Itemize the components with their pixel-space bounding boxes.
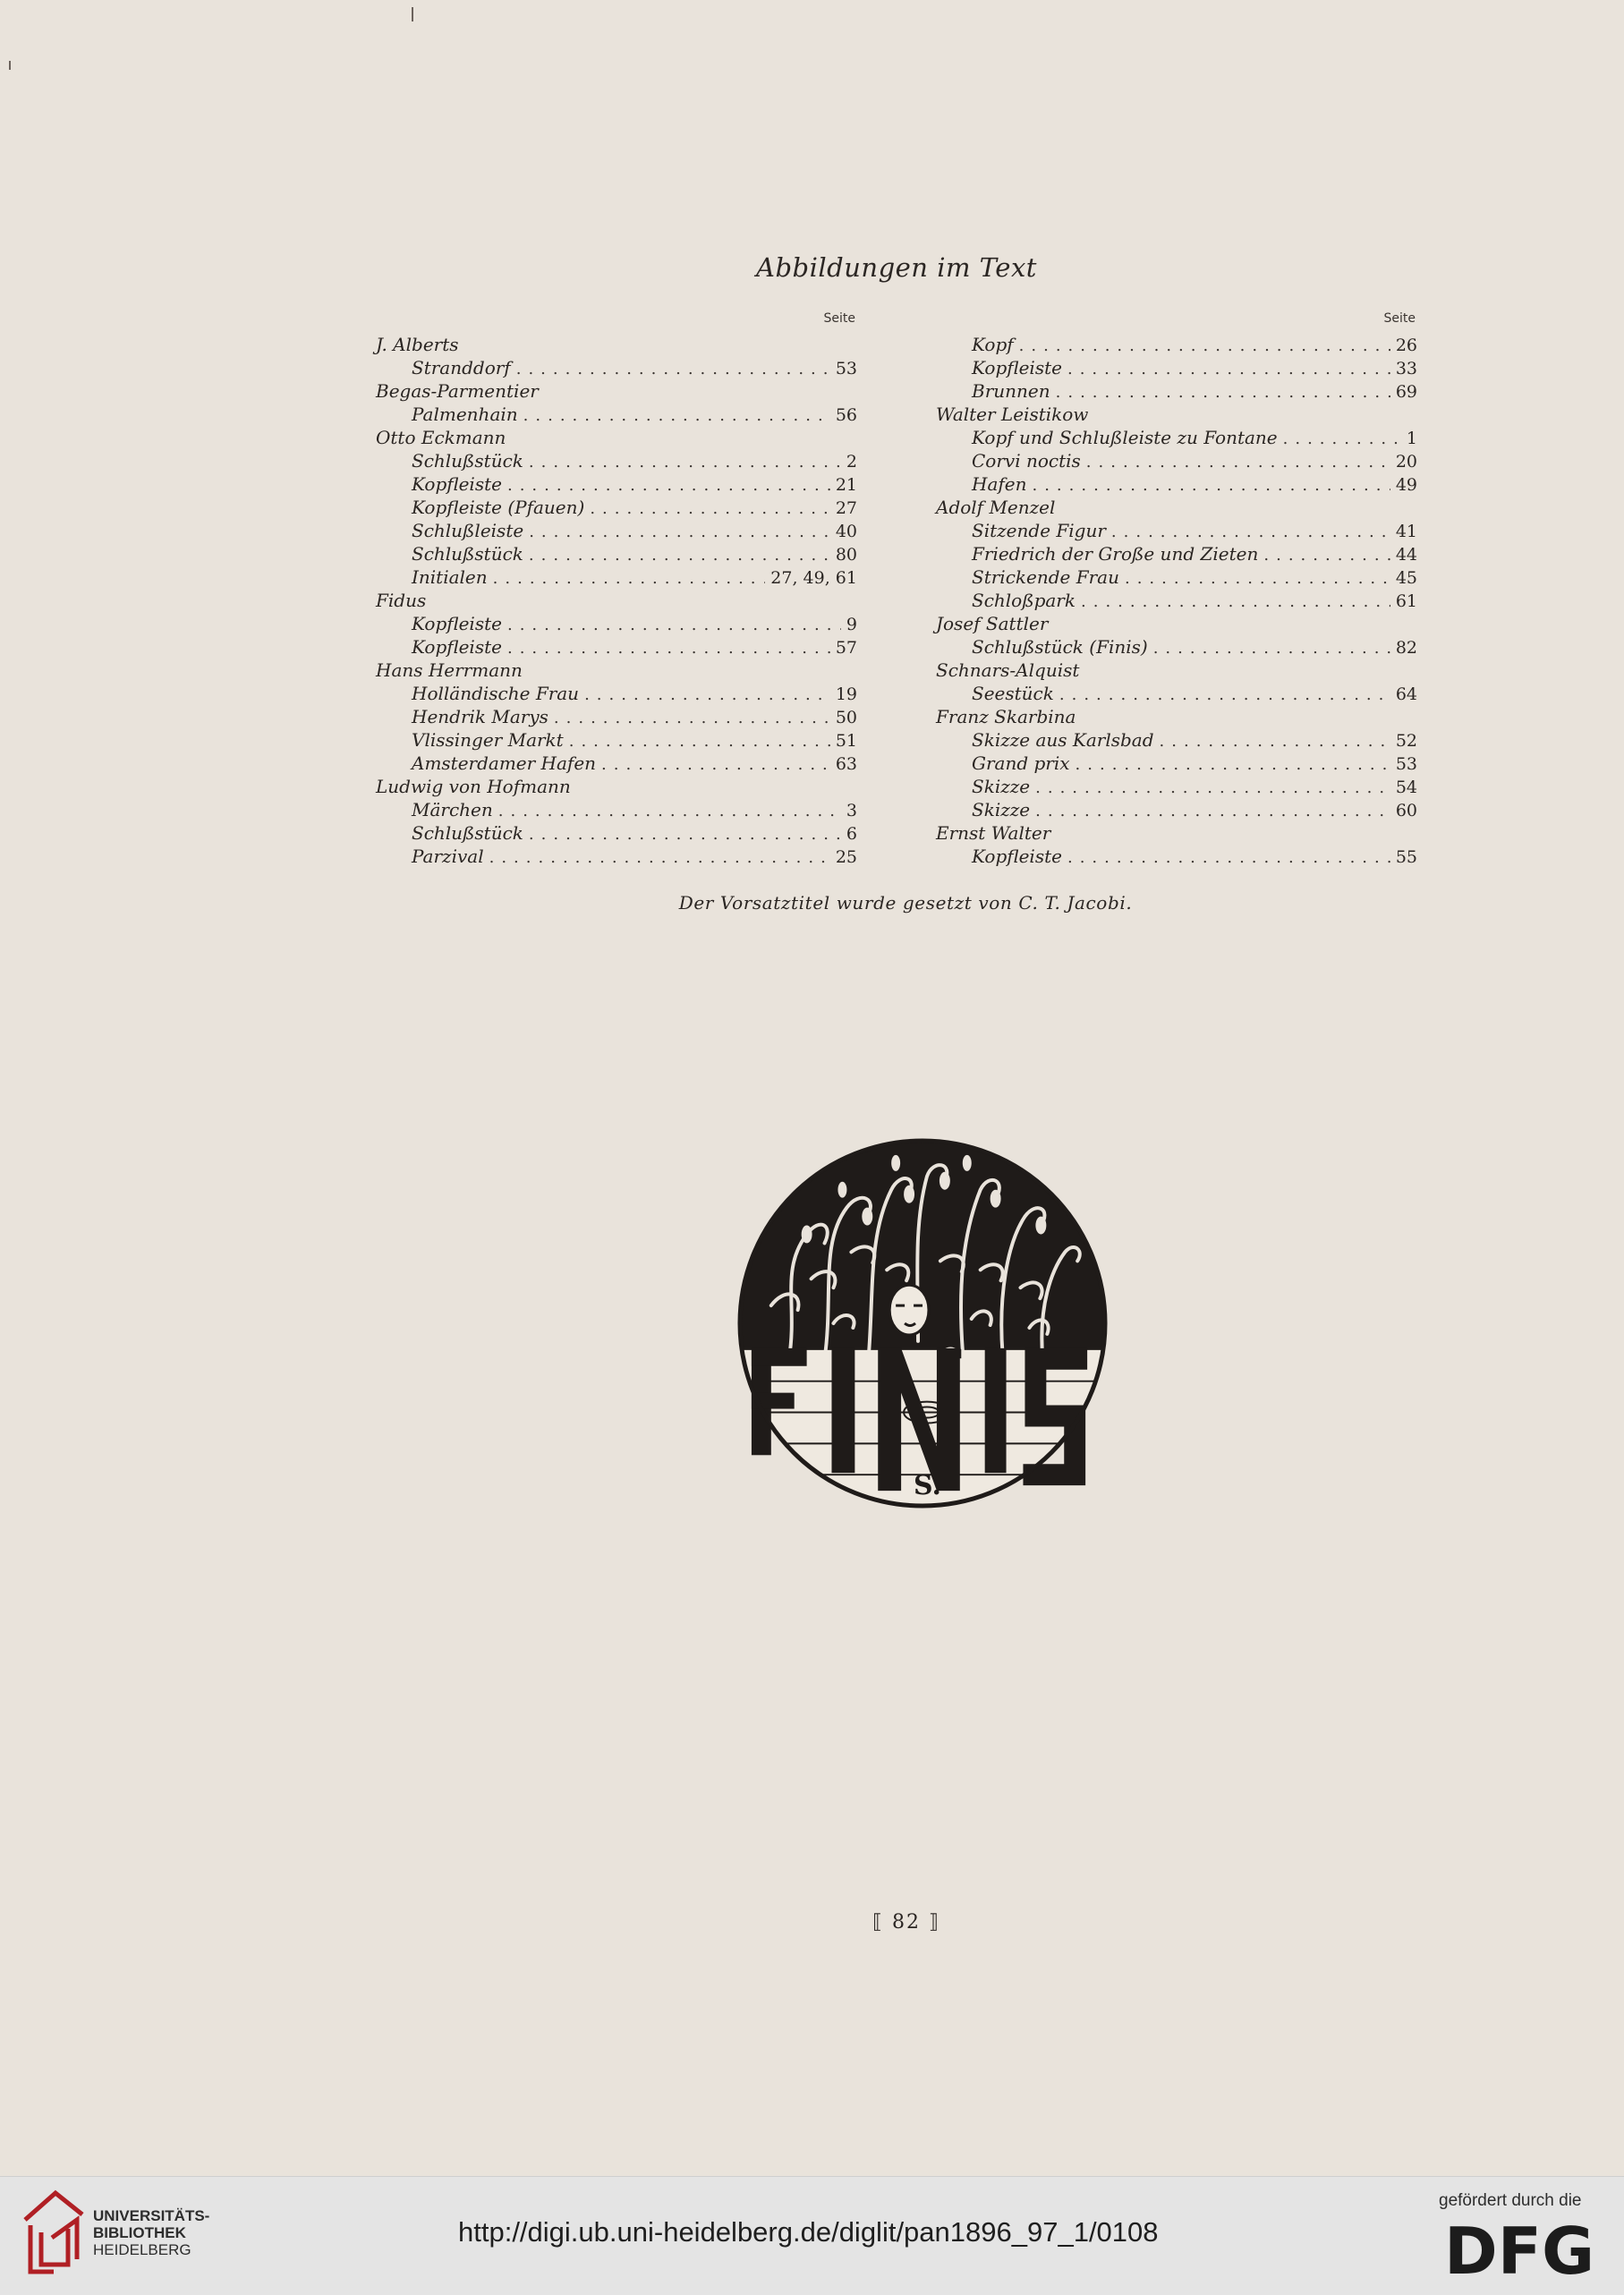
toc-artist: Franz Skarbina — [936, 706, 1076, 727]
scan-speck — [412, 7, 413, 21]
toc-item-title: Friedrich der Große und Zieten — [972, 543, 1259, 565]
toc-item — [934, 542, 1417, 565]
vignette-monogram: S. — [914, 1470, 941, 1502]
page-number — [0, 1911, 1624, 1934]
toc-item — [374, 519, 857, 542]
toc-item-page: 56 — [835, 405, 857, 425]
leader-dots — [493, 567, 766, 591]
toc-item — [934, 682, 1417, 705]
toc-item-title: Vlissinger Markt — [412, 729, 564, 751]
page-title: Abbildungen im Text — [756, 252, 1037, 283]
toc-item-title: Sitzende Figur — [972, 520, 1106, 541]
toc-item-title: Skizze — [972, 776, 1031, 797]
toc-artist: Begas-Parmentier — [376, 380, 539, 402]
leader-dots — [1056, 381, 1390, 404]
toc-item — [374, 635, 857, 659]
toc-item — [934, 589, 1417, 612]
toc-artist: Hans Herrmann — [376, 659, 523, 681]
toc-item-page: 52 — [1395, 731, 1417, 751]
toc-item-title: Schlußstück (Finis) — [972, 636, 1148, 658]
leader-dots — [516, 358, 830, 381]
toc-item-page: 80 — [835, 545, 857, 565]
toc-item — [374, 682, 857, 705]
toc-artist: Fidus — [376, 590, 427, 611]
toc-item-title: Kopfleiste — [412, 613, 502, 634]
toc-item — [934, 752, 1417, 775]
typesetting-note: Der Vorsatztitel wurde gesetzt von C. T. Jacobi. — [678, 892, 1133, 914]
toc-item-page: 25 — [835, 847, 857, 867]
leader-dots — [529, 451, 841, 474]
library-logo-icon — [18, 2188, 88, 2277]
toc-item — [374, 356, 857, 379]
seite-label: Seite — [1383, 311, 1416, 326]
leader-dots — [1076, 753, 1390, 777]
toc-item — [934, 379, 1417, 403]
toc-item-title: Hafen — [972, 473, 1027, 495]
toc-item — [934, 565, 1417, 589]
leader-dots — [1111, 521, 1390, 544]
toc-item-title: Corvi noctis — [972, 450, 1081, 472]
funded-by-label: gefördert durch die — [1439, 2191, 1582, 2210]
toc-item-page: 53 — [1395, 754, 1417, 774]
toc-item-page: 1 — [1406, 429, 1417, 448]
toc-item — [374, 612, 857, 635]
toc-item — [934, 728, 1417, 752]
toc-artist: Ludwig von Hofmann — [376, 776, 571, 797]
toc-item-page: 6 — [846, 824, 857, 844]
leader-dots — [507, 637, 830, 660]
toc-item-page: 82 — [1395, 638, 1417, 658]
toc-item-page: 44 — [1395, 545, 1417, 565]
toc-item — [374, 565, 857, 589]
leader-dots — [601, 753, 830, 777]
toc-item-title: Parzival — [412, 846, 484, 867]
leader-dots — [1283, 428, 1401, 451]
leader-dots — [1035, 800, 1390, 823]
toc-item — [934, 845, 1417, 868]
leader-dots — [554, 707, 830, 730]
toc-item — [934, 519, 1417, 542]
toc-item-page: 54 — [1395, 778, 1417, 797]
toc-right-list — [934, 333, 1417, 868]
toc-item-title: Schlußleiste — [412, 520, 524, 541]
toc-item-title: Schlußstück — [412, 822, 523, 844]
toc-artist: Adolf Menzel — [936, 497, 1056, 518]
toc-item — [934, 635, 1417, 659]
toc-item-page: 26 — [1395, 336, 1417, 355]
toc-item-title: Holländische Frau — [412, 683, 580, 704]
toc-item-title: Märchen — [412, 799, 493, 820]
toc-item-title: Skizze — [972, 799, 1031, 820]
toc-item-title: Kopfleiste — [412, 473, 502, 495]
toc-item-page: 41 — [1395, 522, 1417, 541]
toc-item — [374, 821, 857, 845]
leader-dots — [1086, 451, 1390, 474]
toc-item-title: Kopf — [972, 334, 1014, 355]
toc-item-title: Stranddorf — [412, 357, 511, 378]
toc-item-title: Schlußstück — [412, 450, 523, 472]
toc-artist: Schnars-Alquist — [936, 659, 1080, 681]
toc-item-title: Seestück — [972, 683, 1054, 704]
toc-item-page: 50 — [835, 708, 857, 727]
toc-item — [934, 356, 1417, 379]
toc-item-page: 61 — [1395, 591, 1417, 611]
toc-item-title: Skizze aus Karlsbad — [972, 729, 1154, 751]
toc-artist: Ernst Walter — [936, 822, 1051, 844]
toc-item-title: Brunnen — [972, 380, 1050, 402]
toc-item-page: 33 — [1395, 359, 1417, 378]
digitization-footer — [0, 2176, 1624, 2295]
toc-item-title: Kopf und Schlußleiste zu Fontane — [972, 427, 1278, 448]
scan-speck — [9, 61, 11, 70]
toc-item-page: 9 — [846, 615, 857, 634]
leader-dots — [1067, 846, 1390, 870]
leader-dots — [590, 497, 830, 521]
toc-item-title: Hendrik Marys — [412, 706, 548, 727]
leader-dots — [489, 846, 830, 870]
leader-dots — [1059, 684, 1390, 707]
toc-item-title: Strickende Frau — [972, 566, 1119, 588]
toc-item-page: 49 — [1395, 475, 1417, 495]
toc-item-title: Schlußstück — [412, 543, 523, 565]
leader-dots — [1032, 474, 1390, 497]
toc-item-page: 64 — [1395, 684, 1417, 704]
toc-item-title: Initialen — [412, 566, 488, 588]
leader-dots — [498, 800, 841, 823]
toc-item-title: Schloßpark — [972, 590, 1076, 611]
toc-item-title: Amsterdamer Hafen — [412, 752, 597, 774]
toc-item-page: 27, 49, 61 — [770, 568, 857, 588]
toc-item-page: 21 — [835, 475, 857, 495]
toc-item-page: 57 — [835, 638, 857, 658]
toc-item — [374, 752, 857, 775]
leader-dots — [529, 544, 830, 567]
dfg-logo-icon — [1444, 2218, 1607, 2279]
finis-vignette — [735, 1136, 1110, 1510]
toc-item — [934, 798, 1417, 821]
toc-item-page: 20 — [1395, 452, 1417, 472]
leader-dots — [1125, 567, 1390, 591]
toc-item-title: Kopfleiste — [412, 636, 502, 658]
toc-item-page: 27 — [835, 498, 857, 518]
leader-dots — [584, 684, 830, 707]
leader-dots — [1263, 544, 1390, 567]
toc-artist: Josef Sattler — [936, 613, 1049, 634]
toc-item-title: Grand prix — [972, 752, 1070, 774]
leader-dots — [1035, 777, 1390, 800]
leader-dots — [1081, 591, 1390, 614]
toc-item — [374, 845, 857, 868]
toc-right-column — [934, 311, 1417, 868]
toc-item — [374, 542, 857, 565]
seite-label: Seite — [823, 311, 855, 326]
library-name: UNIVERSITÄTS- BIBLIOTHEK HEIDELBERG — [93, 2207, 210, 2258]
toc-item-page: 40 — [835, 522, 857, 541]
toc-item — [374, 472, 857, 496]
toc-item-page: 53 — [835, 359, 857, 378]
toc-item — [934, 775, 1417, 798]
leader-dots — [1153, 637, 1390, 660]
toc-artist: Walter Leistikow — [936, 404, 1089, 425]
toc-item — [934, 449, 1417, 472]
leader-dots — [529, 823, 841, 846]
leader-dots — [1067, 358, 1390, 381]
toc-item-title: Kopfleiste (Pfauen) — [412, 497, 585, 518]
toc-item-page: 45 — [1395, 568, 1417, 588]
folio-number: 82 — [892, 1911, 921, 1934]
toc-item-title: Kopfleiste — [972, 846, 1062, 867]
folio-bracket-left: ⟦ — [872, 1911, 884, 1934]
toc-item-page: 60 — [1395, 801, 1417, 820]
leader-dots — [507, 474, 830, 497]
toc-item — [374, 798, 857, 821]
toc-artist: Otto Eckmann — [376, 427, 506, 448]
permalink-url[interactable]: http://digi.ub.uni-heidelberg.de/diglit/pan1896_97_1/0108 — [458, 2216, 1159, 2248]
leader-dots — [569, 730, 830, 753]
leader-dots — [523, 404, 830, 428]
toc-item-page: 69 — [1395, 382, 1417, 402]
toc-item-title: Kopfleiste — [972, 357, 1062, 378]
toc-item-page: 55 — [1395, 847, 1417, 867]
toc-item — [374, 496, 857, 519]
toc-item — [374, 403, 857, 426]
folio-bracket-right: ⟧ — [929, 1911, 940, 1934]
toc-artist: J. Alberts — [376, 334, 459, 355]
toc-item-page: 63 — [835, 754, 857, 774]
toc-item — [934, 333, 1417, 356]
toc-item — [374, 449, 857, 472]
toc-item — [934, 472, 1417, 496]
toc-item-page: 2 — [846, 452, 857, 472]
toc-item-page: 51 — [835, 731, 857, 751]
toc-item-page: 3 — [846, 801, 857, 820]
leader-dots — [529, 521, 830, 544]
leader-dots — [507, 614, 841, 637]
toc-item-title: Palmenhain — [412, 404, 518, 425]
toc-item-page: 19 — [835, 684, 857, 704]
toc-item — [934, 426, 1417, 449]
leader-dots — [1019, 335, 1390, 358]
leader-dots — [1160, 730, 1390, 753]
toc-item — [374, 705, 857, 728]
toc-left-column — [374, 311, 857, 868]
toc-left-list — [374, 333, 857, 868]
svg-text:DFG: DFG — [1444, 2218, 1595, 2279]
toc-item — [374, 728, 857, 752]
